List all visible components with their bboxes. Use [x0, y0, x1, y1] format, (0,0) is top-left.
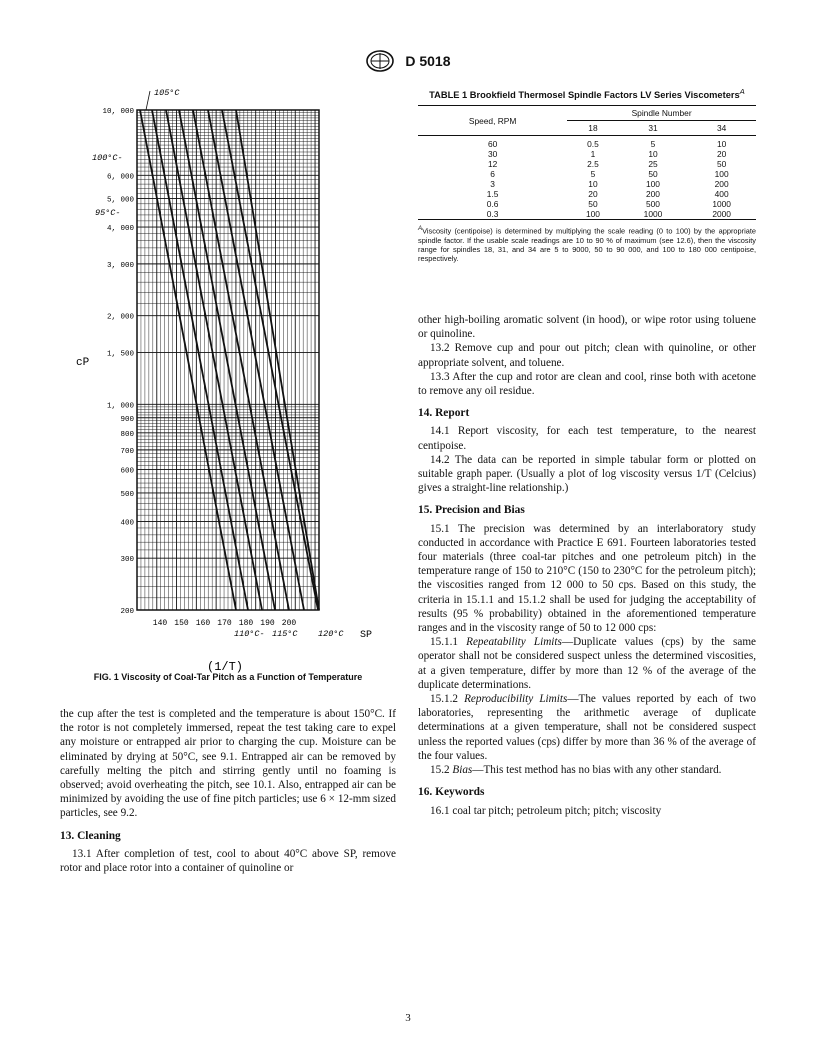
factor-cell: 100 — [567, 209, 618, 220]
factor-cell: 100 — [645, 179, 660, 190]
paragraph: 15.1.2 Reproducibility Limits—The values reported by each of two laboratories, representing the arithmetic average of duplicate determinations at a given temperature, shall not be considered suspect unless the reported values (cps) differ by more than 36 % of the average of the four values. — [418, 693, 757, 762]
x-tick-label: 180 — [238, 619, 254, 628]
speed-cell: 1.5 — [486, 189, 499, 200]
figure-caption: FIG. 1 Viscosity of Coal-Tar Pitch as a Function of Temperature — [93, 672, 363, 682]
sp-label: SP — [360, 630, 373, 641]
y-tick-label: 300 — [120, 556, 134, 565]
factor-cell: 1 — [590, 149, 596, 160]
y-tick-label: 800 — [120, 430, 134, 439]
table-row — [418, 199, 756, 209]
x-tick-label: 200 — [281, 619, 297, 628]
factor-cell: 5 — [650, 139, 656, 150]
factor-cell: 400 — [714, 189, 729, 200]
factor-cell: 200 — [714, 179, 729, 190]
y-tick-label: 900 — [120, 415, 134, 424]
y-tick-label: 500 — [120, 490, 134, 499]
spindle-col-34: 34 — [687, 121, 756, 136]
y-tick-label: 2, 000 — [106, 313, 134, 322]
y-tick-label: 1, 500 — [106, 350, 134, 359]
table-1 — [418, 86, 756, 263]
table-row — [418, 159, 756, 169]
y-tick-label: 10, 000 — [102, 108, 134, 116]
factor-cell: 10 — [716, 139, 727, 150]
factor-cell: 50 — [716, 159, 727, 170]
table-row — [418, 209, 756, 220]
astm-logo-icon — [365, 50, 395, 72]
section-heading: 15. Precision and Bias — [418, 504, 525, 517]
x-tick-label: 140 — [152, 619, 168, 628]
paragraph: 13.2 Remove cup and pour out pitch; clean with quinoline, or other appropriate solvent, and toluene. — [418, 342, 756, 369]
x-tick-label: 150 — [174, 619, 189, 628]
y-tick-label: 600 — [120, 467, 134, 476]
viscosity-chart — [60, 80, 396, 685]
x-tick-label: 190 — [260, 619, 275, 628]
paragraph: 16.1 coal tar pitch; petroleum pitch; pitch; viscosity — [430, 804, 662, 817]
temp-label-95: 95°C- — [95, 208, 121, 218]
y-tick-label: 4, 000 — [106, 225, 134, 234]
y-tick-label: 700 — [120, 447, 134, 456]
section-heading: 13. Cleaning — [60, 829, 121, 842]
paragraph: 15.2 Bias—This test method has no bias with any other standard. — [430, 764, 722, 777]
factor-cell: 100 — [714, 169, 729, 180]
speed-cell: 12 — [487, 159, 498, 170]
speed-cell: 60 — [487, 139, 498, 150]
factor-cell: 20 — [588, 189, 598, 200]
y-tick-label: 3, 000 — [106, 261, 134, 270]
paragraph: 13.1 After completion of test, cool to about 40°C above SP, remove rotor and place rotor into a container of quinoline or — [60, 847, 396, 875]
paragraph: 15.1 The precision was determined by an interlaboratory study conducted in accordance with Practice E 691. Fourteen laboratories tested four materials (three coal-tar pitches and one petroleum pitch) in the temperature range of 150 to 210°C (150 to 230°C for the petroleum pitch); the viscosities ranged from 12 000 to 50 cps. Based on this study, the criteria in 15.1.1 and 15.1.2 shall be used for judging the acceptability of results (95 % probability) obtained in the aforementioned temperature ranges and in the viscosity range of 50 to 12 000 cps: — [418, 522, 756, 635]
y-tick-labels — [102, 108, 134, 616]
speed-cell: 30 — [487, 149, 498, 160]
speed-cell: 0.6 — [486, 199, 499, 210]
chart-grid — [137, 110, 319, 610]
table-title: TABLE 1 Brookfield Thermosel Spindle Factors LV Series Viscometers$^A$ — [429, 87, 745, 101]
paragraph: 15.1.1 Repeatability Limits—Duplicate values (cps) by the same operator shall not be considered suspect unless the determined viscosities, at a given temperature, differ by more than 12 % of the average of the duplicate determinations. — [418, 636, 756, 691]
factor-cell: 1000 — [619, 209, 688, 220]
speed-cell: 6 — [490, 169, 495, 180]
spindle-number-header: Spindle Number — [567, 106, 756, 121]
factor-cell: 10 — [648, 149, 658, 160]
factor-cell: 10 — [588, 179, 598, 190]
spindle-factor-table — [418, 105, 756, 220]
table-body — [418, 136, 756, 220]
y-unit-label: cP — [76, 357, 90, 369]
factor-cell: 200 — [645, 189, 660, 200]
factor-cell: 25 — [648, 159, 658, 170]
factor-cell: 20 — [716, 149, 727, 160]
spindle-col-31: 31 — [619, 121, 688, 136]
paragraph: 14.2 The data can be reported in simple tabular form or plotted on suitable graph paper. (Usually a plot of log viscosity versus 1/T (Celcius) gives a straight-line relationship.) — [418, 453, 756, 495]
factor-cell: 50 — [588, 199, 598, 210]
left-column — [60, 707, 396, 875]
table-footnote: $^A$Viscosity (centipoise) is determined by multiplying the scale reading (0 to 100) by the appropriate spindle factor. If the usable scale readings are 10 to 90 % of maximum (see 12.6), then the viscosity range for spindles 18, 31, and 34 are 5 to 9000, 50 to 90 000, and 100 to 180 000 centipoise, respectively. — [418, 225, 756, 264]
y-tick-label: 400 — [120, 519, 134, 528]
table-row — [418, 136, 756, 150]
x-tick-label: 160 — [195, 619, 211, 628]
speed-header: Speed, RPM — [418, 106, 567, 136]
factor-cell: 500 — [645, 199, 660, 210]
temp-label-115: 115°C — [272, 629, 298, 639]
paragraph: 14.1 Report viscosity, for each test temperature, to the nearest centipoise. — [418, 425, 756, 452]
table-row — [418, 179, 756, 189]
table-row — [418, 149, 756, 159]
temp-label-120: 120°C — [318, 629, 344, 639]
factor-cell: 1000 — [712, 199, 731, 210]
factor-cell: 0.5 — [587, 139, 599, 150]
factor-cell: 50 — [648, 169, 658, 180]
page-number: 3 — [405, 1012, 411, 1024]
y-tick-label: 200 — [120, 608, 134, 616]
speed-cell: 3 — [490, 179, 495, 190]
x-tick-labels — [153, 619, 297, 628]
page-header — [0, 50, 816, 72]
paragraph: other high-boiling aromatic solvent (in hood), or wipe rotor using toluene or quinoline. — [418, 314, 756, 341]
y-tick-label: 6, 000 — [106, 173, 134, 182]
temp-label-100: 100°C- — [92, 153, 123, 163]
table-row — [418, 189, 756, 199]
y-tick-label: 5, 000 — [106, 196, 134, 205]
document-designation: D 5018 — [405, 53, 451, 69]
factor-cell: 5 — [590, 169, 596, 180]
table-row — [418, 169, 756, 179]
temp-label-105: 105°C — [154, 88, 180, 98]
right-column — [418, 313, 756, 818]
spindle-col-18: 18 — [567, 121, 618, 136]
paragraph: 13.3 After the cup and rotor are clean and cool, rinse both with acetone to remove any oil residue. — [418, 370, 756, 398]
temp-label-110: 110°C- — [234, 629, 265, 639]
paragraph: the cup after the test is completed and the temperature is about 150°C. If the rotor is not completely immersed, repeat the test taking care to expel any moisture or entrapped air prior to charging the cup. Moisture can be eliminated by drying at 50°C, see 9.1. Entrapped air can be removed by carefully melting the pitch and stirring gently until no foaming is observed; avoid overheating the pitch, see 10.1. Also, entrapped air can be minimized by avoiding the use of fine pitch particles; use 6 × 12-mm sized particles, see 9.2. — [60, 708, 396, 820]
factor-cell: 2.5 — [587, 159, 599, 170]
factor-cell: 2000 — [687, 209, 756, 220]
section-heading: 16. Keywords — [418, 786, 485, 799]
x-tick-label: 170 — [217, 619, 232, 628]
speed-cell: 0.3 — [418, 209, 567, 220]
x-axis-label: (1/T) — [207, 660, 244, 674]
y-tick-label: 1, 000 — [106, 402, 134, 411]
section-heading: 14. Report — [418, 407, 470, 420]
